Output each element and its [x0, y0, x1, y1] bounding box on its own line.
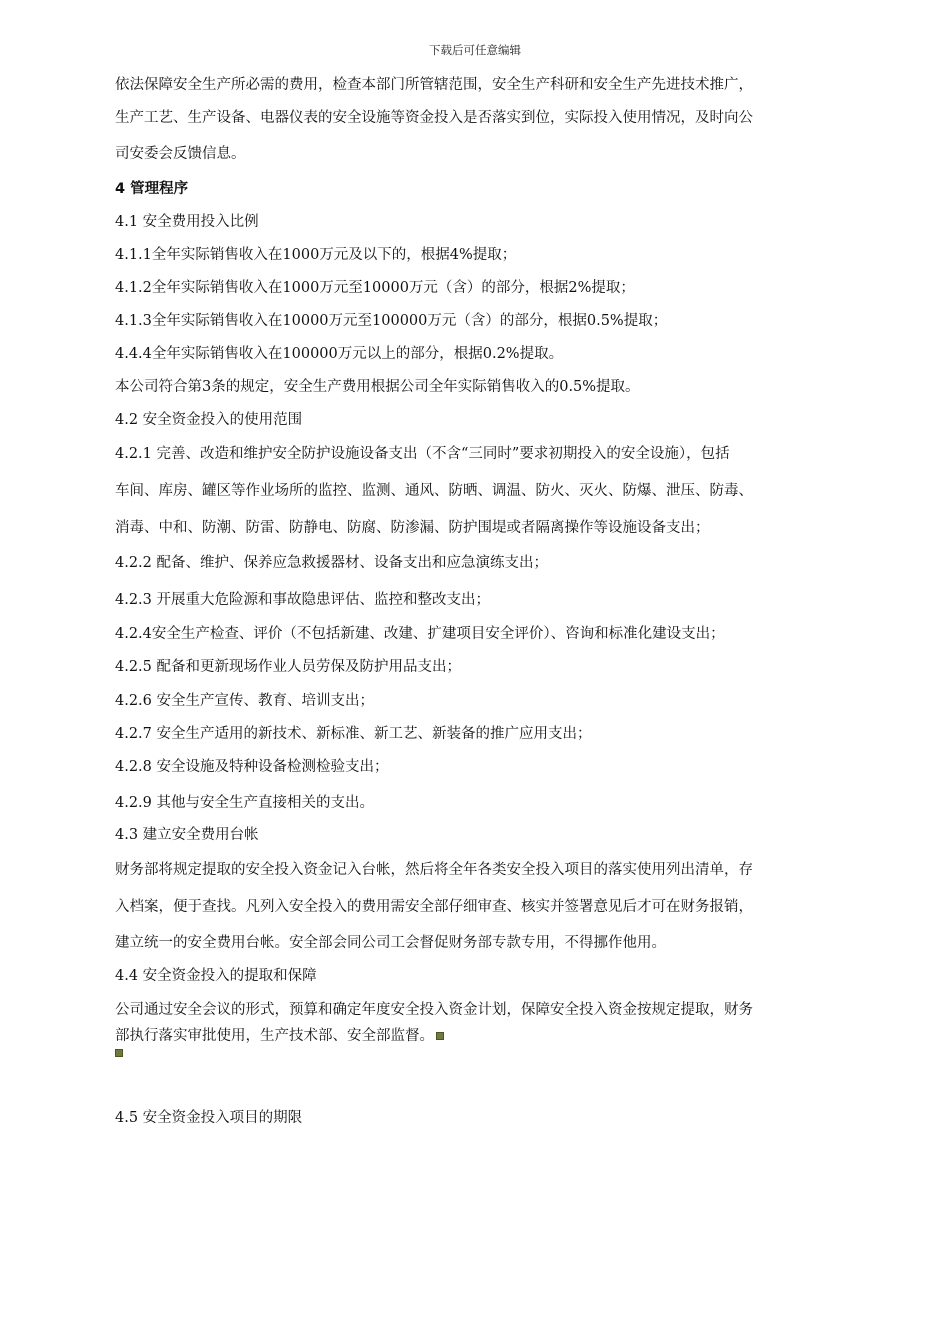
list-item: 4.2.4安全生产检查、评价（不包括新建、改建、扩建项目安全评价）、咨询和标准化建设支出； — [115, 626, 725, 642]
paragraph-line: 依法保障安全生产所必需的费用，检查本部门所管辖范围，安全生产科研和安全生产先进技术推广， — [115, 77, 753, 93]
subsection-heading: 4.1 安全费用投入比例 — [115, 214, 259, 230]
list-item: 4.2.6 安全生产宣传、教育、培训支出； — [115, 693, 375, 709]
paragraph-line: 生产工艺、生产设备、电器仪表的安全设施等资金投入是否落实到位，实际投入使用情况，及时向公 — [115, 110, 753, 126]
list-item: 4.2.7 安全生产适用的新技术、新标准、新工艺、新装备的推广应用支出； — [115, 726, 592, 742]
subsection-heading: 4.3 建立安全费用台帐 — [115, 827, 259, 843]
subsection-heading: 4.5 安全资金投入项目的期限 — [115, 1110, 303, 1126]
paragraph-line: 财务部将规定提取的安全投入资金记入台帐，然后将全年各类安全投入项目的落实使用列出清单，存 — [115, 862, 753, 878]
paragraph-line: 入档案，便于查找。凡列入安全投入的费用需安全部仔细审查、核实并签署意见后才可在财务报销， — [115, 899, 753, 915]
paragraph-line: 建立统一的安全费用台帐。安全部会同公司工会督促财务部专款专用，不得挪作他用。 — [115, 935, 666, 951]
subsection-heading: 4.4 安全资金投入的提取和保障 — [115, 968, 317, 984]
paragraph-line: 消毒、中和、防潮、防雷、防静电、防腐、防渗漏、防护围堤或者隔离操作等设施设备支出； — [115, 520, 710, 536]
paragraph-line: 车间、库房、罐区等作业场所的监控、监测、通风、防晒、调温、防火、灭火、防爆、泄压、防毒、 — [115, 483, 753, 499]
anchor-mark-icon — [436, 1032, 444, 1040]
paragraph-line: 公司通过安全会议的形式，预算和确定年度安全投入资金计划，保障安全投入资金按规定提取，财务 — [115, 1002, 753, 1018]
subsection-heading: 4.2 安全资金投入的使用范围 — [115, 412, 303, 428]
list-item: 4.1.1全年实际销售收入在1000万元及以下的，根据4%提取； — [115, 247, 517, 263]
section-heading: 4 管理程序 — [115, 181, 189, 197]
paragraph-line: 本公司符合第3条的规定，安全生产费用根据公司全年实际销售收入的0.5%提取。 — [115, 379, 640, 395]
list-item: 4.4.4全年实际销售收入在100000万元以上的部分，根据0.2%提取。 — [115, 346, 564, 362]
list-item: 4.2.1 完善、改造和维护安全防护设施设备支出（不含“三同时”要求初期投入的安全设施），包括 — [115, 446, 730, 462]
list-item: 4.2.3 开展重大危险源和事故隐患评估、监控和整改支出； — [115, 592, 491, 608]
page-header: 下载后可任意编辑 — [429, 43, 521, 57]
anchor-mark-icon — [115, 1049, 123, 1057]
list-item: 4.1.3全年实际销售收入在10000万元至100000万元（含）的部分，根据0.5%提取； — [115, 313, 668, 329]
paragraph-line: 司安委会反馈信息。 — [115, 146, 246, 162]
paragraph-line: 部执行落实审批使用，生产技术部、安全部监督。 — [115, 1028, 434, 1044]
list-item: 4.2.8 安全设施及特种设备检测检验支出； — [115, 759, 389, 775]
list-item: 4.2.5 配备和更新现场作业人员劳保及防护用品支出； — [115, 659, 462, 675]
list-item: 4.1.2全年实际销售收入在1000万元至10000万元（含）的部分，根据2%提取； — [115, 280, 635, 296]
list-item: 4.2.9 其他与安全生产直接相关的支出。 — [115, 795, 375, 811]
list-item: 4.2.2 配备、维护、保养应急救援器材、设备支出和应急演练支出； — [115, 555, 549, 571]
